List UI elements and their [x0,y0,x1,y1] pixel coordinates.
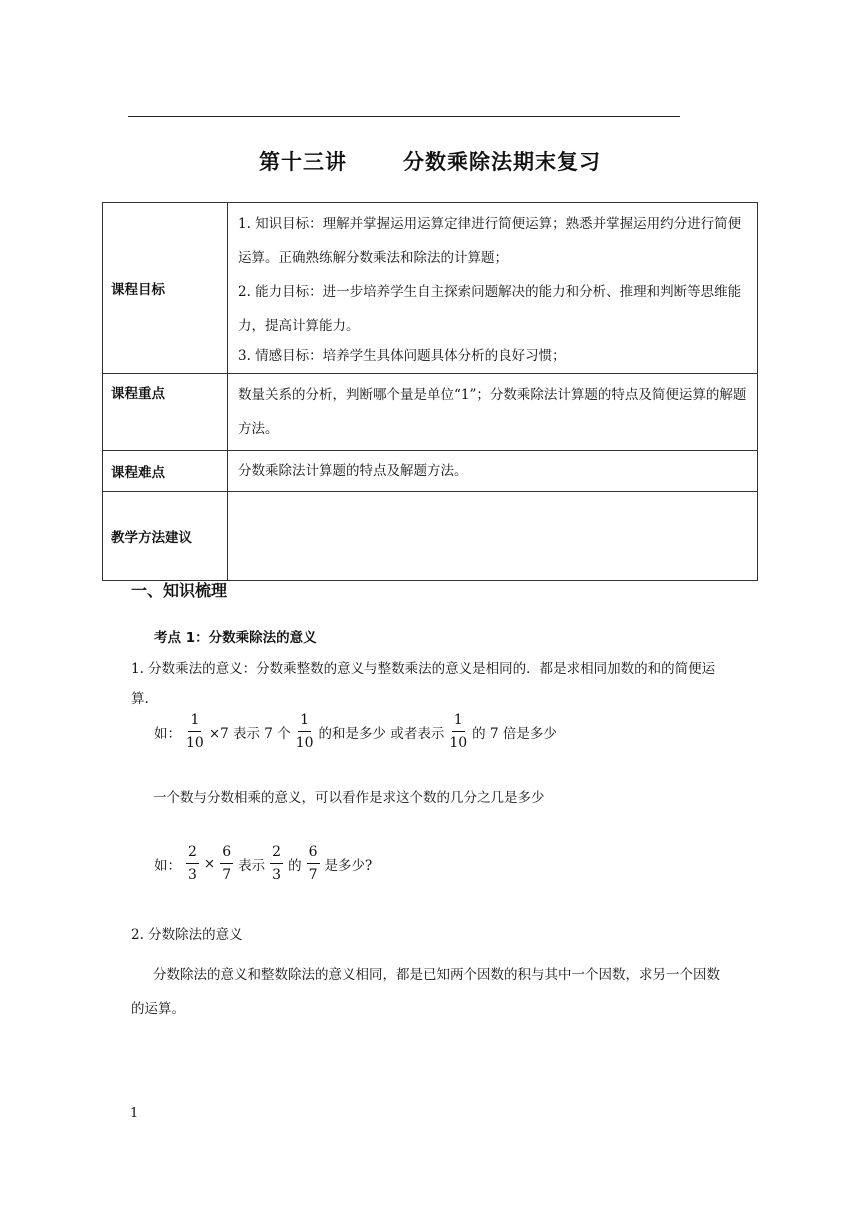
fraction [449,712,467,751]
lecture-topic: 分数乘除法期末复习 [403,150,601,174]
numerator: 6 [220,844,233,864]
table-row [103,203,758,374]
key-points-cell: 数量关系的分析，判断哪个量是单位“1”；分数乘除法计算题的特点及简便运算的解题方法。 [228,374,758,451]
numerator: 2 [186,844,199,864]
example-line-2 [154,844,372,883]
row-label: 课程目标 [103,203,228,374]
denominator: 7 [222,867,232,883]
table-row [103,451,758,492]
denominator: 10 [295,735,314,751]
paragraph-division-meaning: 分数除法的意义和整数除法的意义相同，都是已知两个因数的积与其中一个因数，求另一个因数的运算。 [131,967,720,1017]
example-text: 表示 [238,857,266,874]
denominator: 10 [449,735,468,751]
difficulties-cell: 分数乘除法计算题的特点及解题方法。 [228,451,758,492]
subsection-heading: 考点 1：分数乘除法的意义 [154,630,317,646]
page-number: 1 [130,1106,139,1121]
numerator: 1 [188,712,201,732]
fraction [186,712,204,751]
paragraph-multiplication-meaning: 1. 分数乘法的意义：分数乘整数的意义与整数乘法的意义是相同的．都是求相同加数的和的简便运算. [131,661,716,707]
paragraph-number-times-fraction: 一个数与分数相乘的意义，可以看作是求这个数的几分之几是多少 [153,790,545,806]
page-title [0,146,860,176]
fraction [220,844,233,883]
example-text: 的 7 倍是多少 [472,725,557,742]
denominator: 10 [186,735,204,751]
table-row [103,374,758,451]
numerator: 1 [298,712,311,732]
objective-ability: 2. 能力目标：进一步培养学生自主探索问题解决的能力和分析、推理和判断等思维能力，提高计算能力。 [238,284,742,334]
example-text: 的和是多少 或者表示 [318,725,445,742]
fraction [307,844,320,883]
method-cell [228,492,758,581]
fraction [270,844,283,883]
example-text: 是多少? [324,857,373,874]
paragraph-division-heading: 2. 分数除法的意义 [131,927,243,943]
objective-emotion: 3. 情感目标：培养学生具体问题具体分析的良好习惯； [238,348,566,364]
example-line-1 [154,712,557,751]
row-label: 教学方法建议 [103,492,228,581]
row-label: 课程重点 [103,374,228,451]
course-info-table [102,202,758,581]
row-label: 课程难点 [103,451,228,492]
objectives-cell [228,203,758,374]
numerator: 1 [452,712,465,732]
example-text: 的 [288,857,302,874]
header-rule [128,116,680,117]
denominator: 7 [308,867,318,883]
numerator: 2 [270,844,283,864]
objective-knowledge: 1. 知识目标：理解并掌握运用运算定律进行简便运算；熟悉并掌握运用约分进行简便运算。正确熟练解分数乘法和除法的计算题； [238,216,742,266]
example-prefix: 如： [154,857,181,874]
example-text: × [203,855,216,872]
numerator: 6 [307,844,320,864]
example-text: ×7 表示 7 个 [208,725,291,742]
fraction [186,844,199,883]
table-row [103,492,758,581]
denominator: 3 [188,867,197,883]
fraction [296,712,314,751]
example-prefix: 如： [154,725,181,742]
lecture-number: 第十三讲 [259,150,347,174]
section-heading: 一、知识梳理 [131,581,228,600]
denominator: 3 [272,867,282,883]
